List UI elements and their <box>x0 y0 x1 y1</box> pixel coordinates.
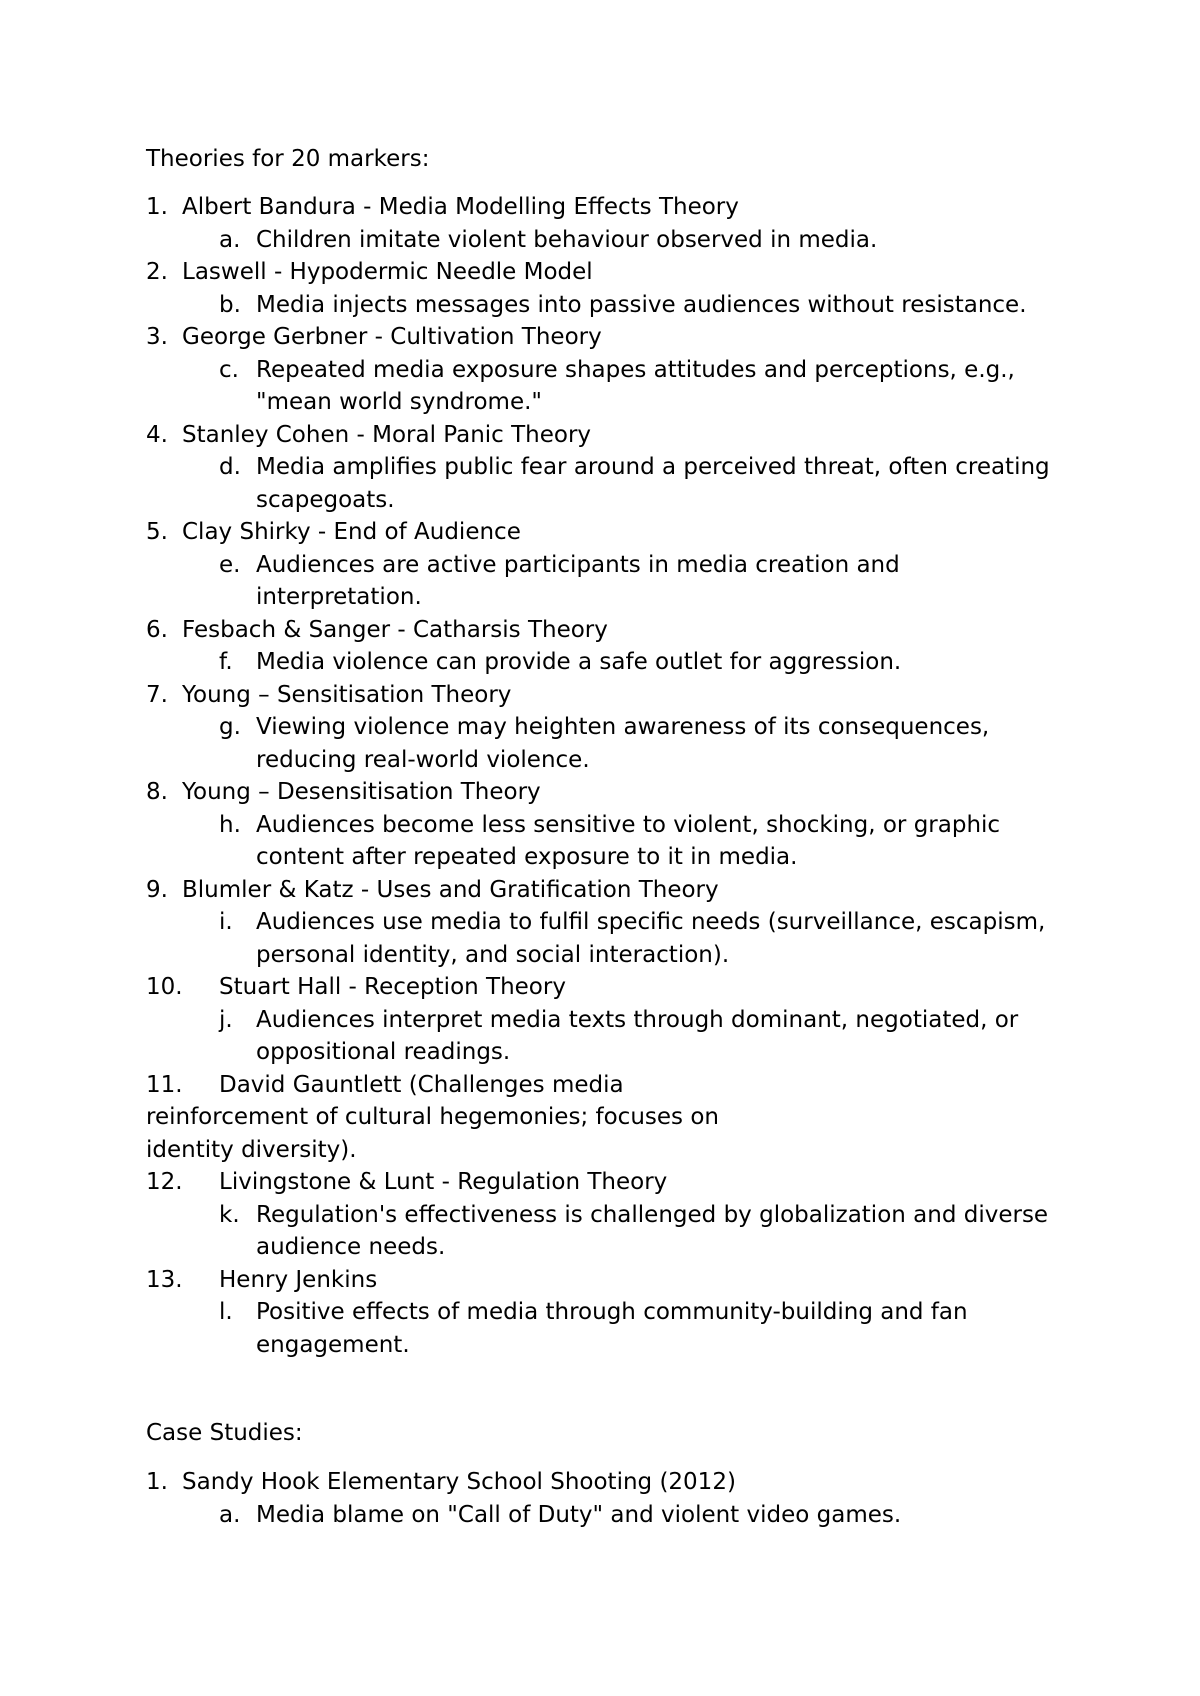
theory-title: Blumler & Katz - Uses and Gratification Theory <box>182 876 719 903</box>
theory-title: David Gauntlett (Challenges media reinforcement of cultural hegemonies; focuses on identity diversity). <box>146 1071 719 1163</box>
theory-description: Media injects messages into passive audiences without resistance. <box>256 291 1027 318</box>
sub-item-letter: d. <box>219 454 241 480</box>
theory-title: Young – Desensitisation Theory <box>182 779 541 805</box>
sub-item-letter: j. <box>219 1006 233 1033</box>
sub-item <box>0 711 1200 776</box>
item-number: 1. <box>146 1469 168 1495</box>
sub-item <box>0 809 1200 874</box>
list-item <box>0 419 1200 517</box>
list-item <box>0 679 1200 777</box>
sub-item-letter: b. <box>219 291 241 318</box>
list-item <box>0 1166 1200 1264</box>
list-item <box>0 776 1200 874</box>
theory-title: Stanley Cohen - Moral Panic Theory <box>182 421 592 448</box>
case-study-description: Media blame on "Call of Duty" and violent video games. <box>256 1501 902 1528</box>
sub-item-letter: k. <box>219 1201 240 1228</box>
case-studies-list <box>0 1466 1200 1531</box>
theory-title: Young – Sensitisation Theory <box>182 681 512 708</box>
theories-heading: Theories for 20 markers: <box>146 146 430 172</box>
theory-description: Audiences are active participants in media creation and interpretation. <box>256 551 900 610</box>
sub-item-letter: i. <box>219 909 233 935</box>
item-number: 10. <box>146 974 183 1000</box>
item-number: 12. <box>146 1169 183 1195</box>
theories-list <box>0 191 1200 1361</box>
theory-title: Clay Shirky - End of Audience <box>182 519 521 545</box>
theory-description: Audiences use media to fulfil specific needs (surveillance, escapism, personal identity, and social interaction). <box>256 909 1046 968</box>
theory-description: Viewing violence may heighten awareness of its consequences, reducing real-world violence. <box>256 714 990 773</box>
theory-title: Stuart Hall - Reception Theory <box>219 974 566 1000</box>
theory-title: Livingstone & Lunt - Regulation Theory <box>219 1169 668 1195</box>
item-number: 4. <box>146 421 168 448</box>
sub-item-letter: a. <box>219 1501 241 1528</box>
sub-item <box>0 906 1200 971</box>
theory-description: Media violence can provide a safe outlet for aggression. <box>256 649 902 675</box>
sub-item <box>0 224 1200 257</box>
sub-item <box>0 1296 1200 1361</box>
item-number: 9. <box>146 876 168 903</box>
sub-item <box>0 289 1200 322</box>
list-item <box>0 1466 1200 1531</box>
item-number: 8. <box>146 779 168 805</box>
sub-item-letter: f. <box>219 649 233 675</box>
theory-description: Audiences interpret media texts through dominant, negotiated, or oppositional readings. <box>256 1006 1019 1065</box>
item-number: 7. <box>146 681 168 708</box>
sub-item-letter: g. <box>219 714 241 740</box>
list-item <box>0 191 1200 256</box>
list-item <box>0 971 1200 1069</box>
item-number: 3. <box>146 324 168 350</box>
sub-item-letter: c. <box>219 356 239 383</box>
list-item <box>0 256 1200 321</box>
item-number: 1. <box>146 194 168 220</box>
item-number: 13. <box>146 1266 183 1293</box>
item-number: 6. <box>146 616 168 643</box>
theory-description: Children imitate violent behaviour observed in media. <box>256 226 878 253</box>
theory-description: Media amplifies public fear around a perceived threat, often creating scapegoats. <box>256 454 1050 513</box>
item-number: 2. <box>146 259 168 285</box>
sub-item <box>0 1499 1200 1532</box>
sub-item-letter: e. <box>219 551 241 578</box>
sub-item-letter: h. <box>219 811 241 838</box>
list-item <box>0 321 1200 419</box>
theory-title: Laswell - Hypodermic Needle Model <box>182 259 593 285</box>
list-item <box>0 1069 1200 1167</box>
case-studies-heading: Case Studies: <box>146 1420 303 1446</box>
theory-description: Positive effects of media through community-building and fan engagement. <box>256 1299 968 1358</box>
list-item <box>0 874 1200 972</box>
theory-description: Audiences become less sensitive to violent, shocking, or graphic content after repeated exposure to it in media. <box>256 811 1001 870</box>
sub-item <box>0 451 1200 516</box>
theory-title: Fesbach & Sanger - Catharsis Theory <box>182 616 608 643</box>
sub-item <box>0 646 1200 679</box>
list-item <box>0 1264 1200 1362</box>
sub-item-letter: a. <box>219 226 241 253</box>
item-number: 11. <box>146 1071 183 1098</box>
theory-title: Albert Bandura - Media Modelling Effects Theory <box>182 194 739 220</box>
case-study-title: Sandy Hook Elementary School Shooting (2012) <box>182 1469 736 1495</box>
theory-title: Henry Jenkins <box>219 1266 378 1293</box>
sub-item <box>0 1199 1200 1264</box>
theory-description: Regulation's effectiveness is challenged by globalization and diverse audience needs. <box>256 1201 1049 1260</box>
list-item <box>0 516 1200 614</box>
item-number: 5. <box>146 519 168 545</box>
theory-description: Repeated media exposure shapes attitudes and perceptions, e.g., "mean world syndrome." <box>256 356 1015 415</box>
sub-item-letter: l. <box>219 1299 233 1325</box>
sub-item <box>0 549 1200 614</box>
sub-item <box>0 1004 1200 1069</box>
sub-item <box>0 354 1200 419</box>
list-item <box>0 614 1200 679</box>
theory-title: George Gerbner - Cultivation Theory <box>182 324 602 350</box>
